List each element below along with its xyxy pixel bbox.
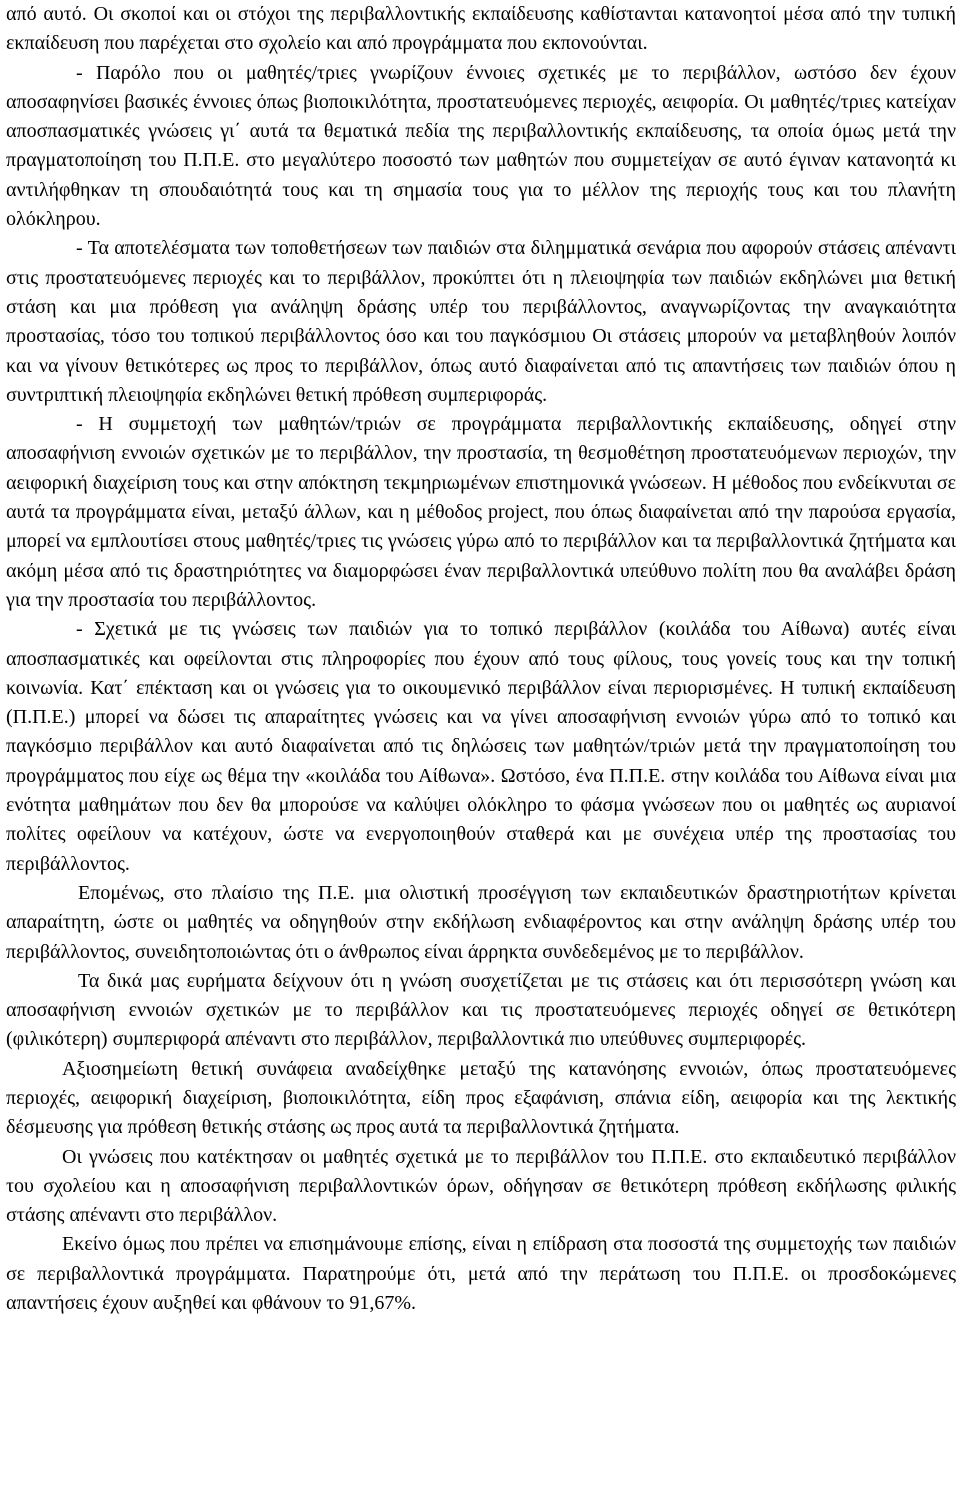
paragraph-holistic-approach: Επομένως, στο πλαίσιο της Π.Ε. μια ολιστική προσέγγιση των εκπαιδευτικών δραστηριοτήτων κρίνεται απαραίτητη, ώστε οι μαθητές να οδηγηθούν στην εκδήλωση ενδιαφέροντος και στην ανάληψη δράσης υπέρ του περιβάλλοντος, συνειδητοποιώντας ότι ο άνθρωπος είναι άρρηκτα συνδεδεμένος με το περιβάλλον. <box>6 881 956 963</box>
paragraph-intro: από αυτό. Οι σκοποί και οι στόχοι της περιβαλλοντικής εκπαίδευσης καθίστανται κατανοητοί μέσα από την τυπική εκπαίδευση που παρέχεται στο σχολείο και από προγράμματα που εκπονούνται. <box>6 3 956 55</box>
paragraph-bullet-participation: - Η συμμετοχή των μαθητών/τριών σε προγράμματα περιβαλλοντικής εκπαίδευσης, οδηγεί στην αποσαφήνιση εννοιών σχετικών με το περιβάλλον, την προστασία, τη θεσμοθέτηση προστατευόμενων περιοχών, την αειφορική διαχείριση τους και στην απόκτηση τεκμηριωμένων επιστημονικά γνώσεων. Η μέθοδος που ενδείκνυται σε αυτά τα προγράμματα είναι, μεταξύ άλλων, και η μέθοδος project, που όπως διαφαίνεται από την παρούσα εργασία, μπορεί να εμπλουτίσει στους μαθητές/τριες τις γνώσεις γύρω από το περιβάλλον και τα περιβαλλοντικά ζητήματα και ακόμη μέσα από τις δραστηριότητες να διαμορφώσει έναν περιβαλλοντικά υπεύθυνο πολίτη που θα αναλάβει δράση για την προστασία του περιβάλλοντος. <box>6 413 956 611</box>
paragraph-bullet-concepts: - Παρόλο που οι μαθητές/τριες γνωρίζουν έννοιες σχετικές με το περιβάλλον, ωστόσο δεν έχουν αποσαφηνίσει βασικές έννοιες όπως βιοποικιλότητα, προστατευόμενες περιοχές, αειφορία. Οι μαθητές/τριες κατείχαν αποσπασματικές γνώσεις γι΄ αυτά τα θεματικά πεδία της περιβαλλοντικής εκπαίδευσης, τα οποία όμως μετά την πραγματοποίηση του Π.Π.Ε. στο μεγαλύτερο ποσοστό των μαθητών που συμμετείχαν σε αυτό έγιναν κατανοητά κι αντιλήφθηκαν τη σπουδαιότητά τους και τη σημασία τους για το μέλλον της περιοχής τους και του πλανήτη ολόκληρου. <box>6 61 956 231</box>
paragraph-bullet-dilemmas: - Τα αποτελέσματα των τοποθετήσεων των παιδιών στα διλημματικά σενάρια που αφορούν στάσεις απέναντι στις προστατευόμενες περιοχές και το περιβάλλον, προκύπτει ότι η πλειοψηφία των παιδιών εκδηλώνει μια θετική στάση και μια πρόθεση για ανάληψη δράσης υπέρ του περιβάλλοντος, αναγνωρίζοντας την αναγκαιότητα προστασίας, τόσο του τοπικού περιβάλλοντος όσο και του παγκόσμιου Οι στάσεις μπορούν να μεταβληθούν λοιπόν και να γίνουν θετικότερες ως προς το περιβάλλον, όπως αυτό διαφαίνεται από τις απαντήσεις των παιδιών όπου η συντριπτική πλειοψηφία εκδηλώνει θετική πρόθεση συμπεριφοράς. <box>6 237 956 406</box>
paragraph-findings: Τα δικά μας ευρήματα δείχνουν ότι η γνώση συσχετίζεται με τις στάσεις και ότι περισσότερη γνώση και αποσαφήνιση εννοιών σχετικών με το περιβάλλον και τις προστατευόμενες περιοχές οδηγεί σε θετικότερη (φιλικότερη) συμπεριφορά απέναντι στο περιβάλλον, περιβαλλοντικά πιο υπεύθυνες συμπεριφορές. <box>6 969 956 1051</box>
document-page <box>6 0 956 1318</box>
paragraph-participation-effect: Εκείνο όμως που πρέπει να επισημάνουμε επίσης, είναι η επίδραση στα ποσοστά της συμμετοχής των παιδιών σε περιβαλλοντικά προγράμματα. Παρατηρούμε ότι, μετά από την περάτωση του Π.Π.Ε. οι προσδοκώμενες απαντήσεις έχουν αυξηθεί και φθάνουν το 91,67%. <box>6 1233 956 1315</box>
paragraph-knowledge-gained: Οι γνώσεις που κατέκτησαν οι μαθητές σχετικά με το περιβάλλον του Π.Π.Ε. στο εκπαιδευτικό περιβάλλον του σχολείου και η αποσαφήνιση περιβαλλοντικών όρων, οδήγησαν σε θετικότερη πρόθεση εκδήλωσης φιλικής στάσης απέναντι στο περιβάλλον. <box>6 1145 956 1227</box>
paragraph-bullet-local-knowledge: - Σχετικά με τις γνώσεις των παιδιών για το τοπικό περιβάλλον (κοιλάδα του Αίθωνα) αυτές είναι αποσπασματικές και οφείλονται στις πληροφορίες που έχουν από τους φίλους, τους γονείς τους και την τοπική κοινωνία. Κατ΄ επέκταση και οι γνώσεις για το οικουμενικό περιβάλλον είναι περιορισμένες. Η τυπική εκπαίδευση (Π.Π.Ε.) μπορεί να δώσει τις απαραίτητες γνώσεις και να γίνει αποσαφήνιση εννοιών γύρω από το τοπικό και παγκόσμιο περιβάλλον και αυτό διαφαίνεται από τις δηλώσεις των μαθητών/τριών μετά την πραγματοποίηση του προγράμματος που είχε ως θέμα την «κοιλάδα του Αίθωνα». Ωστόσο, ένα Π.Π.Ε. στην κοιλάδα του Αίθωνα είναι μια ενότητα μαθημάτων που δεν θα μπορούσε να καλύψει ολόκληρο το φάσμα γνώσεων που οι μαθητές ως αυριανοί πολίτες οφείλουν να κατέχουν, ώστε να ενεργοποιηθούν σταθερά και με συνέχεια υπέρ της προστασίας του περιβάλλοντος. <box>6 618 956 875</box>
paragraph-correlation: Αξιοσημείωτη θετική συνάφεια αναδείχθηκε μεταξύ της κατανόησης εννοιών, όπως προστατευόμενες περιοχές, αειφορική διαχείριση, βιοποικιλότητα, είδη προς εξαφάνιση, σπάνια είδη, αειφορία και της λεκτικής δέσμευσης για πρόθεση θετικής στάσης ως προς αυτά τα περιβαλλοντικά ζητήματα. <box>6 1057 956 1139</box>
